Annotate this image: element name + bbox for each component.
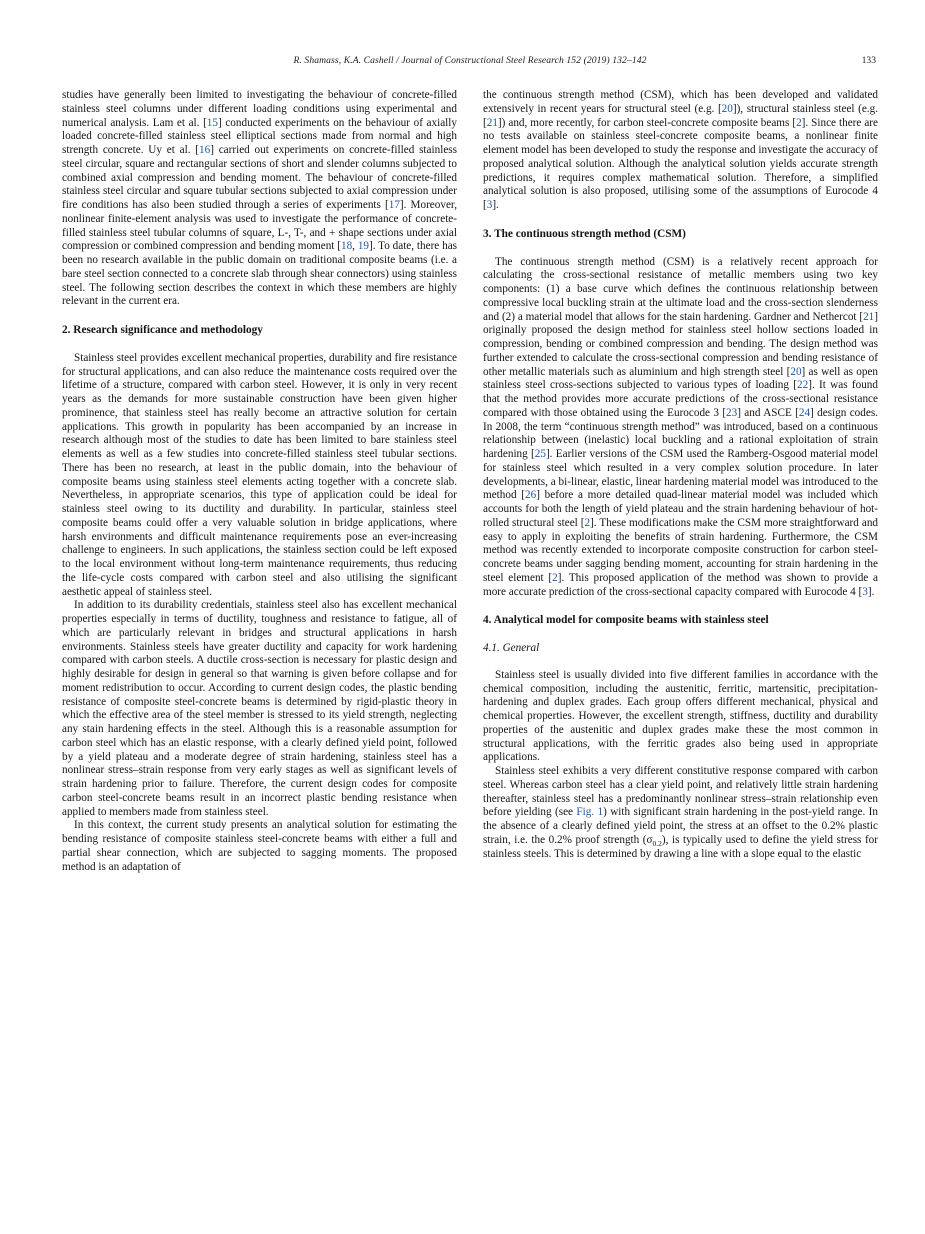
citation-link[interactable]: 26 — [525, 489, 537, 502]
citation-link[interactable]: 16 — [199, 144, 211, 156]
section-heading-csm: 3. The continuous strength method (CSM) — [483, 227, 686, 240]
right-column — [483, 89, 878, 861]
citation-link[interactable]: 2 — [584, 516, 591, 529]
paragraph: The continuous strength method (CSM) is a relatively recent approach for calculating the cross-sectional resistance of metallic members using two key components: (1) a base curve which defines the continuous relationship between compressive local buckling strain at the ultimate load and the cross-section slenderness and (2) a material model that allows for the stain hardening. Gardner and Nethercot [21] originally proposed the design method for stainless steel hollow sections loaded in compression, bending or combined compression and bending. The design method was further extended to calculate the cross-sectional compression and bending resistance of other metallic materials such as aluminium and high strength steel [20] as well as open stainless steel cross-sections subjected to various types of loading [22]. It was found that the method provides more accurate predictions of the cross-sectional resistance compared with those obtained using the Eurocode 3 [23] and ASCE [24] design codes. In 2008, the term “continuous strength method” was introduced, based on a continuous relationship between (inelastic) local buckling and a rational exploitation of strain hardening [25]. Earlier versions of the CSM used the Ramberg-Osgood material model for stainless steel which resulted in a very complex solution procedure. In later developments, a bi-linear, elastic, linear hardening material model was introduced to the method [26] before a more detailed quad-linear material model was included which accounts for both the length of yield plateau and the strain hardening behaviour of hot-rolled structural steel [2]. These modifications make the CSM more straightforward and easy to apply in exploiting the benefits of strain hardening. Furthermore, the CSM method was recently extended to incorporate composite construction for carbon steel-concrete beams under sagging bending moment, accounting for strain hardening in the steel element [2]. This proposed application of the method was shown to provide a more accurate prediction of the cross-sectional capacity compared with Eurocode 4 [3]. — [483, 255, 879, 598]
page-number: 133 — [861, 55, 876, 66]
left-column — [62, 89, 457, 874]
citation-link[interactable]: 18 — [340, 240, 353, 253]
citation-link[interactable]: 25 — [534, 448, 546, 460]
paragraph: In addition to its durability credentials, stainless steel also has excellent mechanical properties especially in terms of ductility, toughness and resistance to fatigue, all of which are particularly relevant in bridges and structural applications in harsh environments. Stainless steels have greater ductility and capacity for work hardening compared with carbon steels. A ductile cross-section is necessary for plastic design and highly desirable for design in general so that warning is given before collapse and for moment redistribution to occur. According to current design codes, the plastic bending resistance of composite steel-concrete beams is determined by rigid-plastic theory in which the effective area of the steel member is stressed to its yield strength, neglecting any stain hardening effects in the steel. Although this is a reasonable assumption for carbon steel which has an elastic response, with a clearly defined yield point, followed by a yield plateau and a moderate degree of strain hardening, stainless steel has a nonlinear stress–strain response from very early stages as well as significant levels of strain hardening prior to failure. Therefore, the current design codes for composite carbon steel-concrete beams result in an incorrect plastic bending resistance when applied to members made from stainless steel. — [62, 599, 457, 818]
paragraph-continuation: studies have generally been limited to investigating the behaviour of concrete-filled stainless steel columns under different loading conditions using experimental and numerical analysis. Lam et al. [15] conducted experiments on the behaviour of axially loaded concrete-filled stainless steel elliptical sections made from normal and high strength concrete. Uy et al. [16] carried out experiments on concrete-filled stainless steel circular, square and rectangular sections of short and slender columns subjected to combined axial compression and bending moment. The behaviour of concrete-filled stainless steel circular and square tubular sections subjected to axial compression under fire conditions has also been studied through a series of experiments [17]. Moreover, nonlinear finite-element analysis was used to investigate the performance of concrete-filled stainless steel tubular columns of square, L-, T-, and + shape sections under axial compression or combined compression and bending moment [18, 19]. To date, there has been no research available in the public domain on traditional composite beams (i.e. a bare steel section connected to a concrete slab through shear connectors) using stainless steel. The following section describes the context in which these members are highly relevant in the current era. — [62, 89, 458, 308]
paragraph: In this context, the current study presents an analytical solution for estimating the bending resistance of composite stainless steel-concrete beams with either a full and partial shear connection, which are subjected to sagging moments. The proposed method is an adaptation of — [62, 819, 457, 873]
section-heading-analytical-model: 4. Analytical model for composite beams with stainless steel — [483, 614, 769, 627]
running-title: R. Shamass, K.A. Cashell / Journal of Constructional Steel Research 152 (2019) 132–142 — [293, 55, 647, 66]
paragraph: Stainless steel is usually divided into five different families in accordance with the chemical composition, including the austenitic, ferritic, martensitic, precipitation-hardening and duplex grades. Each group offers different mechanical, physical and chemical properties. However, the excellent strength, stiffness, ductility and durability properties of the austenitic and duplex grades make these the most common in structural applications, with the ferritic grades also being used in appropriate applications. — [483, 668, 878, 764]
subscript: 0.2 — [652, 838, 662, 848]
citation-link[interactable]: 3 — [486, 199, 493, 211]
citation-link[interactable]: 20 — [790, 365, 802, 378]
paragraph: Stainless steel provides excellent mechanical properties, durability and fire resistance for structural applications, and can also reduce the maintenance costs required over the lifetime of a structure, compared with carbon steel. However, it is only in very recent years as the demands for more sustainable construction have been given higher prominence, that stainless steel has really become an attractive solution for certain applications. This growth in popularity has been accompanied by an increase in research although most of the studies to date has been limited to bare stainless steel elements as well as a few studies into concrete-filled stainless steel tubular sections. There has been no research, at least in the public domain, into the behaviour of composite beams using stainless steel elements acting together with a concrete slab. Nevertheless, in appropriate scenarios, this type of application could be ideal for stainless steel owing to its ductility and durability. In particular, stainless steel composite beams could offer a very valuable solution in bridge applications, where harsh environments and difficult maintenance requirements pose an ever-increasing challenge to engineers. In such applications, the stainless section could be left exposed to the local environment without long-term maintenance requirements, thus reducing the life-cycle costs compared with carbon steel and also utilising the significant aesthetic appeal of stainless steel. — [62, 351, 457, 598]
citation-link[interactable]: 21 — [863, 310, 875, 323]
subsection-heading-general: 4.1. General — [483, 642, 540, 654]
citation-link[interactable]: 24 — [798, 406, 811, 419]
citation-link[interactable]: 21 — [486, 116, 498, 129]
citation-link[interactable]: 22 — [797, 379, 809, 392]
citation-link[interactable]: 2 — [552, 571, 558, 584]
citation-link[interactable]: 2 — [796, 116, 802, 129]
citation-link[interactable]: 3 — [862, 585, 868, 598]
two-column-body — [62, 89, 878, 874]
figure-link[interactable]: Fig. 1 — [576, 806, 604, 819]
citation-link[interactable]: 17 — [388, 199, 400, 211]
citation-link[interactable]: 23 — [726, 406, 738, 419]
citation-link[interactable]: 15 — [206, 116, 218, 129]
section-heading-research-significance: 2. Research significance and methodology — [62, 324, 263, 336]
paragraph-continuation: the continuous strength method (CSM), which has been developed and validated extensively in recent years for structural steel (e.g. [20]), structural stainless steel (e.g. [21]) and, more recently, for carbon steel-concrete composite beams [2]. Since there are no tests available on stainless steel-concrete composite beams, a nonlinear finite element model has been developed to study the response and investigate the accuracy of proposed analytical solution. Although the analytical solution yields accurate strength predictions, it requires complex mathematical solution. Therefore, a simplified analytical solution is also proposed, utilising some of the assumptions of Eurocode 4 [3]. — [483, 89, 878, 211]
running-header — [62, 55, 878, 69]
paragraph: Stainless steel exhibits a very different constitutive response compared with carbon steel. Whereas carbon steel has a clear yield point, and relatively little strain hardening thereafter, stainless steel has a predominantly nonlinear stress–strain relationship even before yielding (see Fig. 1) with significant strain hardening in the post-yield range. In the absence of a clearly defined yield point, the stress at an offset to the 0.2% plastic strain, i.e. the 0.2% proof strength $(\sigma_{0.2})$, is typically used to define the yield stress for stainless steels. This is determined by drawing a line with a slope equal to the elastic — [483, 765, 878, 860]
citation-link[interactable]: 20 — [721, 102, 733, 115]
citation-link[interactable]: 19 — [357, 240, 369, 253]
